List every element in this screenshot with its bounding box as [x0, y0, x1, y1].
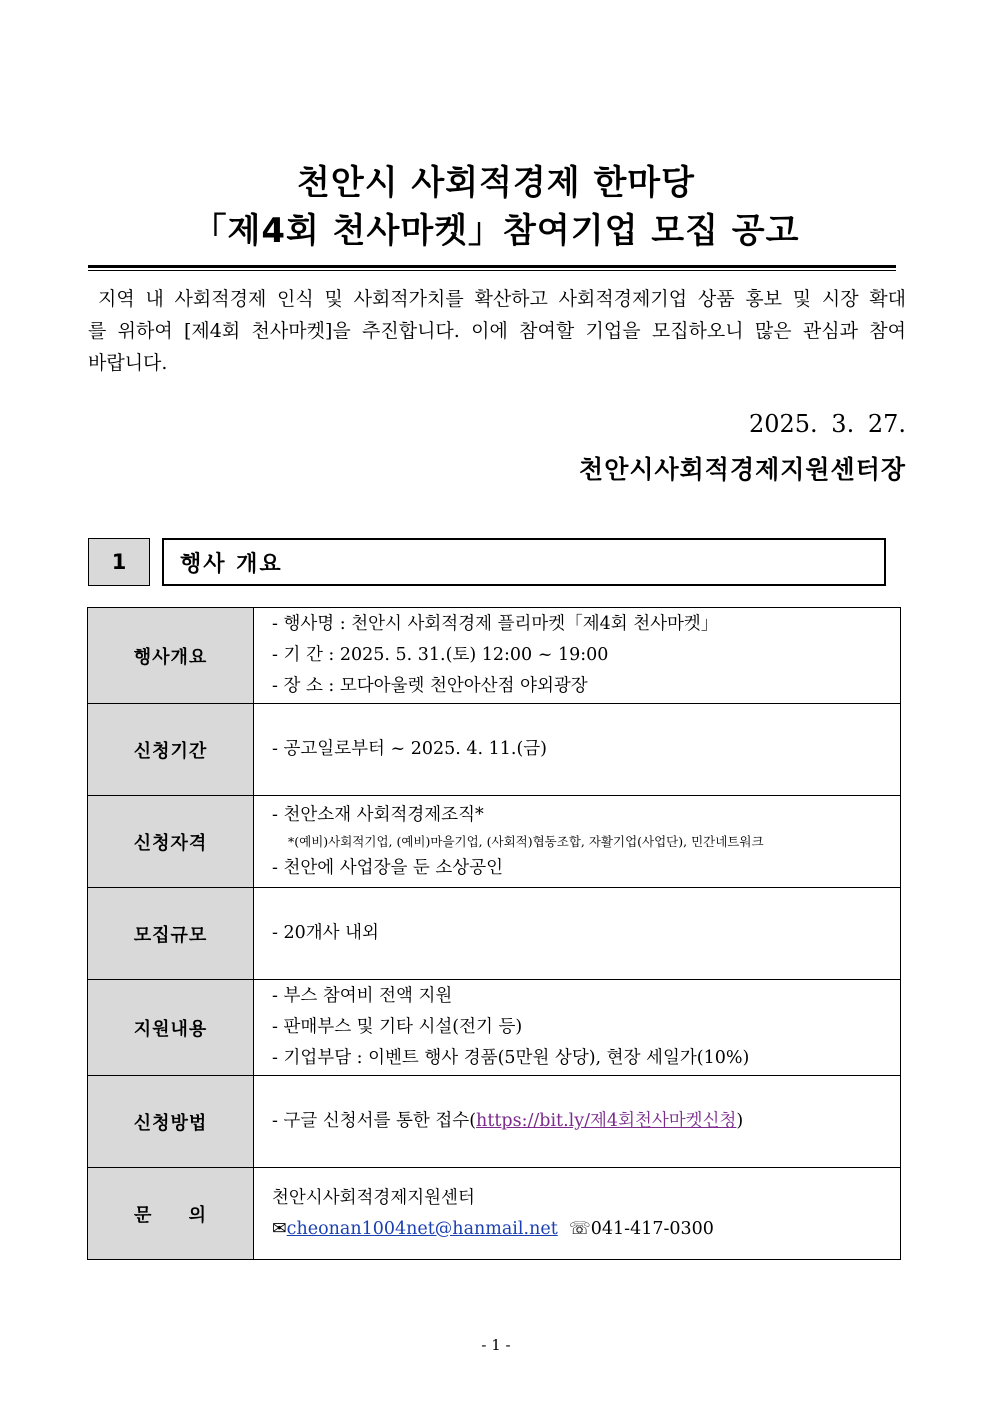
method-line: [272, 1106, 899, 1137]
apply-period-text: - 공고일로부터 ~ 2025. 4. 11.(금): [272, 739, 548, 759]
page-number: - 1 -: [481, 1336, 511, 1354]
table-row-contact: [88, 1168, 901, 1260]
support-item-2: - 판매부스 및 기타 시설(전기 등): [272, 1017, 523, 1037]
row-label-scale: 모집규모: [88, 888, 254, 980]
event-place: - 장 소 : 모다아울렛 천안아산점 야외광장: [272, 676, 588, 696]
table-row-support: [88, 980, 901, 1076]
title-line-2: 「제4회 천사마켓」참여기업 모집 공고: [192, 211, 800, 251]
scale-text: - 20개사 내외: [272, 923, 379, 943]
table-row-eligibility: [88, 796, 901, 888]
title-divider-thick: [88, 265, 896, 268]
row-value-contact: [254, 1168, 901, 1260]
section-title: 행사 개요: [162, 538, 886, 586]
method-suffix: ): [736, 1111, 744, 1131]
row-label-eligibility: 신청자격: [88, 796, 254, 888]
application-form-link[interactable]: https://bit.ly/제4회천사마켓신청: [476, 1111, 737, 1131]
announcement-date: 2025. 3. 27.: [748, 410, 906, 438]
event-period: - 기 간 : 2025. 5. 31.(토) 12:00 ~ 19:00: [272, 645, 609, 665]
issuing-organization: 천안시사회적경제지원센터장: [579, 455, 906, 484]
row-value-method: [254, 1076, 901, 1168]
event-name: - 행사명 : 천안시 사회적경제 플리마켓「제4회 천사마켓」: [272, 614, 719, 634]
row-value-support: [254, 980, 901, 1076]
row-value-apply-period: [254, 704, 901, 796]
mail-icon: ✉: [272, 1218, 287, 1239]
row-value-overview: [254, 608, 901, 704]
phone-icon: ☏: [568, 1218, 591, 1239]
title-divider-thin: [88, 270, 896, 271]
row-label-apply-period: 신청기간: [88, 704, 254, 796]
support-item-1: - 부스 참여비 전액 지원: [272, 986, 453, 1006]
contact-email-link[interactable]: cheonan1004net@hanmail.net: [286, 1218, 558, 1239]
section-number: 1: [88, 538, 150, 586]
table-row-scale: [88, 888, 901, 980]
title-line-1: 천안시 사회적경제 한마당: [297, 163, 695, 203]
event-info-table: [87, 607, 901, 1260]
eligibility-item-2: - 천안에 사업장을 둔 소상공인: [272, 857, 504, 878]
row-value-scale: [254, 888, 901, 980]
row-label-contact: 문 의: [88, 1168, 254, 1260]
intro-paragraph: 지역 내 사회적경제 인식 및 사회적가치를 확산하고 사회적경제기업 상품 홍보 및 시장 확대를 위하여 [제4회 천사마켓]을 추진합니다. 이에 참여할 기업을 모집하오니 많은 관심과 참여 바랍니다.: [88, 288, 906, 374]
eligibility-note: *(예비)사회적기업, (예비)마을기업, (사회적)협동조합, 자활기업(사업단), 민간네트워크: [288, 833, 764, 849]
row-value-eligibility: [254, 796, 901, 888]
contact-phone: 041-417-0300: [590, 1218, 714, 1239]
row-label-overview: 행사개요: [88, 608, 254, 704]
contact-line: [272, 1214, 899, 1245]
method-prefix: - 구글 신청서를 통한 접수(: [272, 1111, 477, 1131]
table-row-apply-period: [88, 704, 901, 796]
row-label-method: 신청방법: [88, 1076, 254, 1168]
row-label-support: 지원내용: [88, 980, 254, 1076]
contact-organization: 천안시사회적경제지원센터: [272, 1187, 475, 1208]
table-row-method: [88, 1076, 901, 1168]
eligibility-item-1: - 천안소재 사회적경제조직*: [272, 804, 484, 825]
support-item-3: - 기업부담 : 이벤트 행사 경품(5만원 상당), 현장 세일가(10%): [272, 1048, 750, 1068]
table-row-overview: [88, 608, 901, 704]
